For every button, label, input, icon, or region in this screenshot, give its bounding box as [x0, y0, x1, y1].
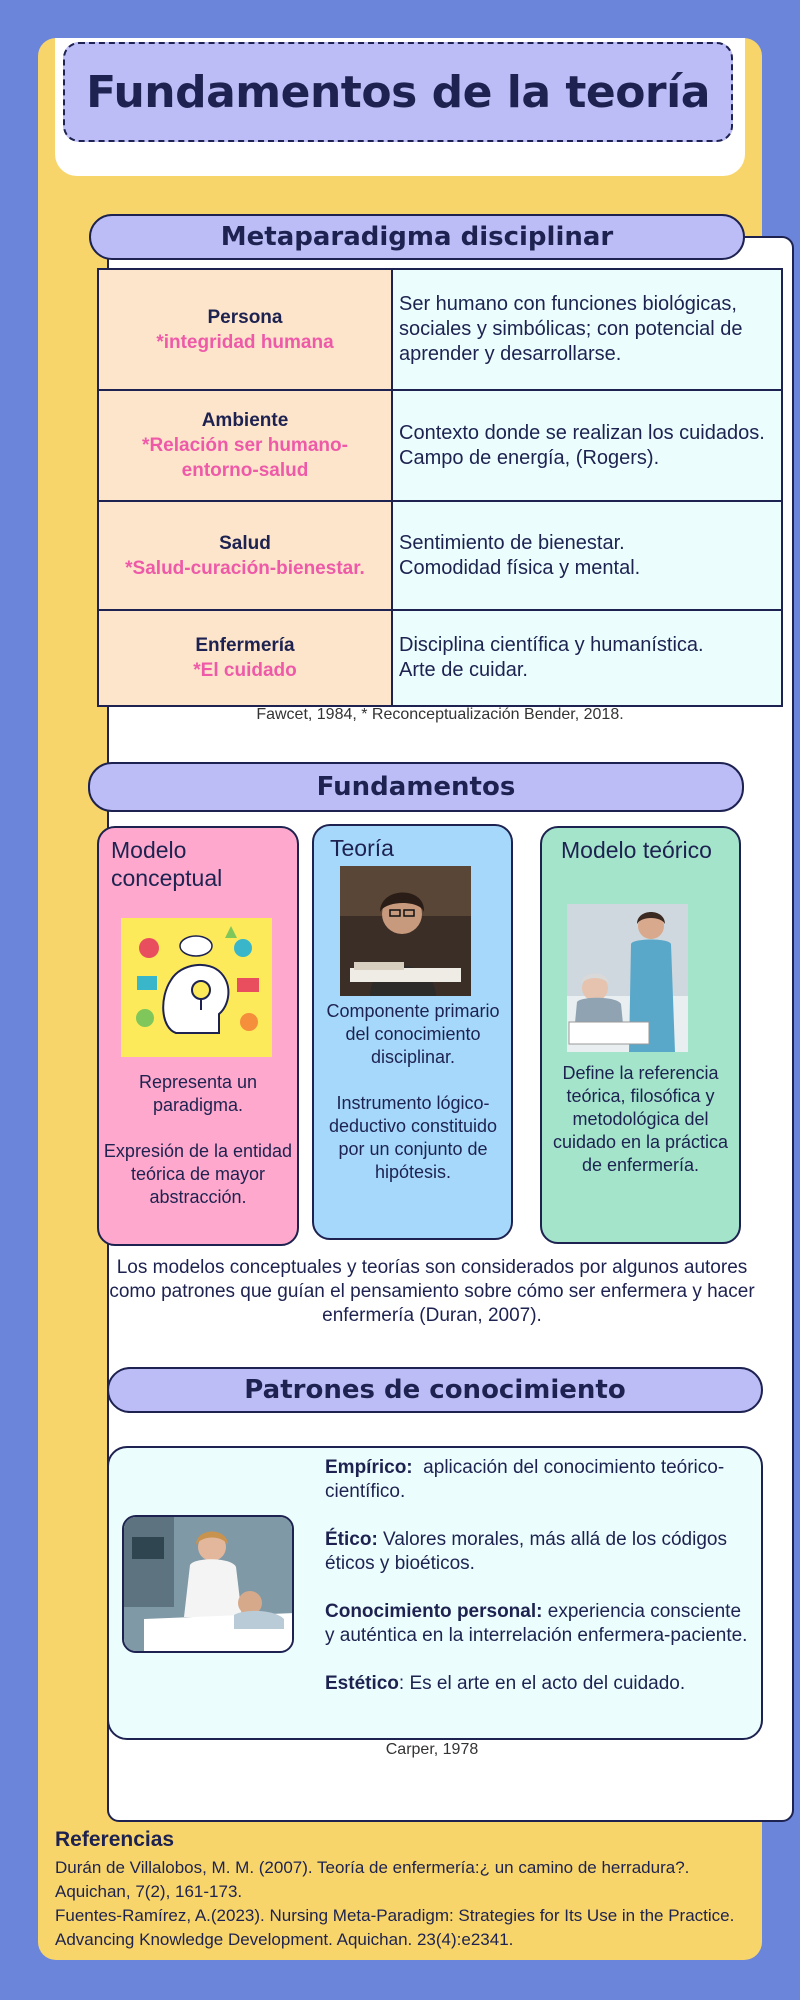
concept-cell	[98, 501, 392, 610]
metaparadigm-heading: Metaparadigma disciplinar	[89, 214, 745, 260]
concept-cell	[98, 390, 392, 501]
pattern-term: Empírico:	[325, 1457, 413, 1478]
concept-name: Persona	[207, 306, 283, 328]
list-item	[325, 1456, 750, 1504]
concept-name: Salud	[219, 532, 271, 554]
card-text: Define la referencia teórica, filosófica y metodológica del cuidado en la práctica de enfermería.	[552, 1063, 729, 1175]
nurse-patient-photo	[567, 904, 688, 1052]
fundamentos-summary: Los modelos conceptuales y teorías son considerados por algunos autores como patrones que guían el pensamiento sobre cómo ser enfermera y hacer enfermería (Duran, 2007).	[109, 1257, 755, 1326]
references-heading: Referencias	[55, 1828, 175, 1851]
references-list	[55, 1856, 760, 1952]
reference-item: Fuentes-Ramírez, A.(2023). Nursing Meta-Paradigm: Strategies for Its Use in the Practice. Advancing Knowledge Development. Aquichan. 23(4):e2341.	[55, 1906, 735, 1949]
concept-name: Enfermería	[195, 635, 295, 656]
concept-reconceptualization: *El cuidado	[193, 660, 297, 681]
nurse-care-photo	[122, 1515, 294, 1653]
pattern-term: Estético	[325, 1673, 399, 1694]
concept-description: Contexto donde se realizan los cuidados. Campo de energía, (Rogers).	[392, 390, 782, 501]
card-title: Teoría	[330, 835, 394, 861]
concept-reconceptualization: *Relación ser humano-entorno-salud	[142, 435, 348, 481]
concept-name: Ambiente	[201, 410, 289, 431]
table-row	[98, 610, 782, 706]
pattern-text: aplicación del conocimiento teórico-científico.	[325, 1457, 725, 1502]
concept-description: Disciplina científica y humanística. Arte de cuidar.	[392, 610, 782, 706]
card-title: Modelo conceptual	[111, 837, 223, 891]
pattern-term: Ético:	[325, 1529, 378, 1550]
pattern-text: experiencia consciente y auténtica en la interrelación enfermera-paciente.	[325, 1601, 748, 1646]
title-banner	[63, 42, 733, 142]
pattern-term: Conocimiento personal:	[325, 1601, 543, 1622]
reference-item: Durán de Villalobos, M. M. (2007). Teoría de enfermería:¿ un camino de herradura?. Aquichan, 7(2), 161-173.	[55, 1858, 690, 1901]
patrones-citation: Carper, 1978	[385, 1741, 479, 1758]
student-studying-photo	[340, 866, 471, 996]
metaparadigm-table	[97, 268, 783, 707]
card-title: Modelo teórico	[561, 837, 712, 863]
concept-cell	[98, 610, 392, 706]
mind-ideas-illustration	[121, 918, 272, 1057]
table-row	[98, 501, 782, 610]
pattern-text: Valores morales, más allá de los códigos éticos y bioéticos.	[325, 1529, 727, 1574]
concept-cell	[98, 269, 392, 390]
list-item	[325, 1528, 750, 1576]
table-row	[98, 269, 782, 390]
list-item	[325, 1600, 750, 1648]
metaparadigm-citation: Fawcet, 1984, * Reconceptualización Bender, 2018.	[256, 706, 624, 723]
concept-reconceptualization: *integridad humana	[156, 331, 334, 353]
pattern-text: : Es el arte en el acto del cuidado.	[398, 1673, 686, 1694]
fundamentos-heading: Fundamentos	[88, 762, 744, 812]
table-row	[98, 390, 782, 501]
list-item	[325, 1672, 750, 1696]
card-text: Componente primario del conocimiento disciplinar. Instrumento lógico-deductivo constituido por un conjunto de hipótesis.	[326, 1001, 500, 1182]
patrones-heading: Patrones de conocimiento	[107, 1367, 763, 1413]
patrones-list	[325, 1456, 750, 1720]
card-text: Representa un paradigma. Expresión de la entidad teórica de mayor abstracción.	[103, 1072, 293, 1207]
concept-description: Sentimiento de bienestar. Comodidad física y mental.	[392, 501, 782, 610]
concept-reconceptualization: *Salud-curación-bienestar.	[125, 557, 365, 579]
concept-description: Ser humano con funciones biológicas, sociales y simbólicas; con potencial de aprender y desarrollarse.	[392, 269, 782, 390]
page-title: Fundamentos de la teoría	[86, 66, 710, 118]
